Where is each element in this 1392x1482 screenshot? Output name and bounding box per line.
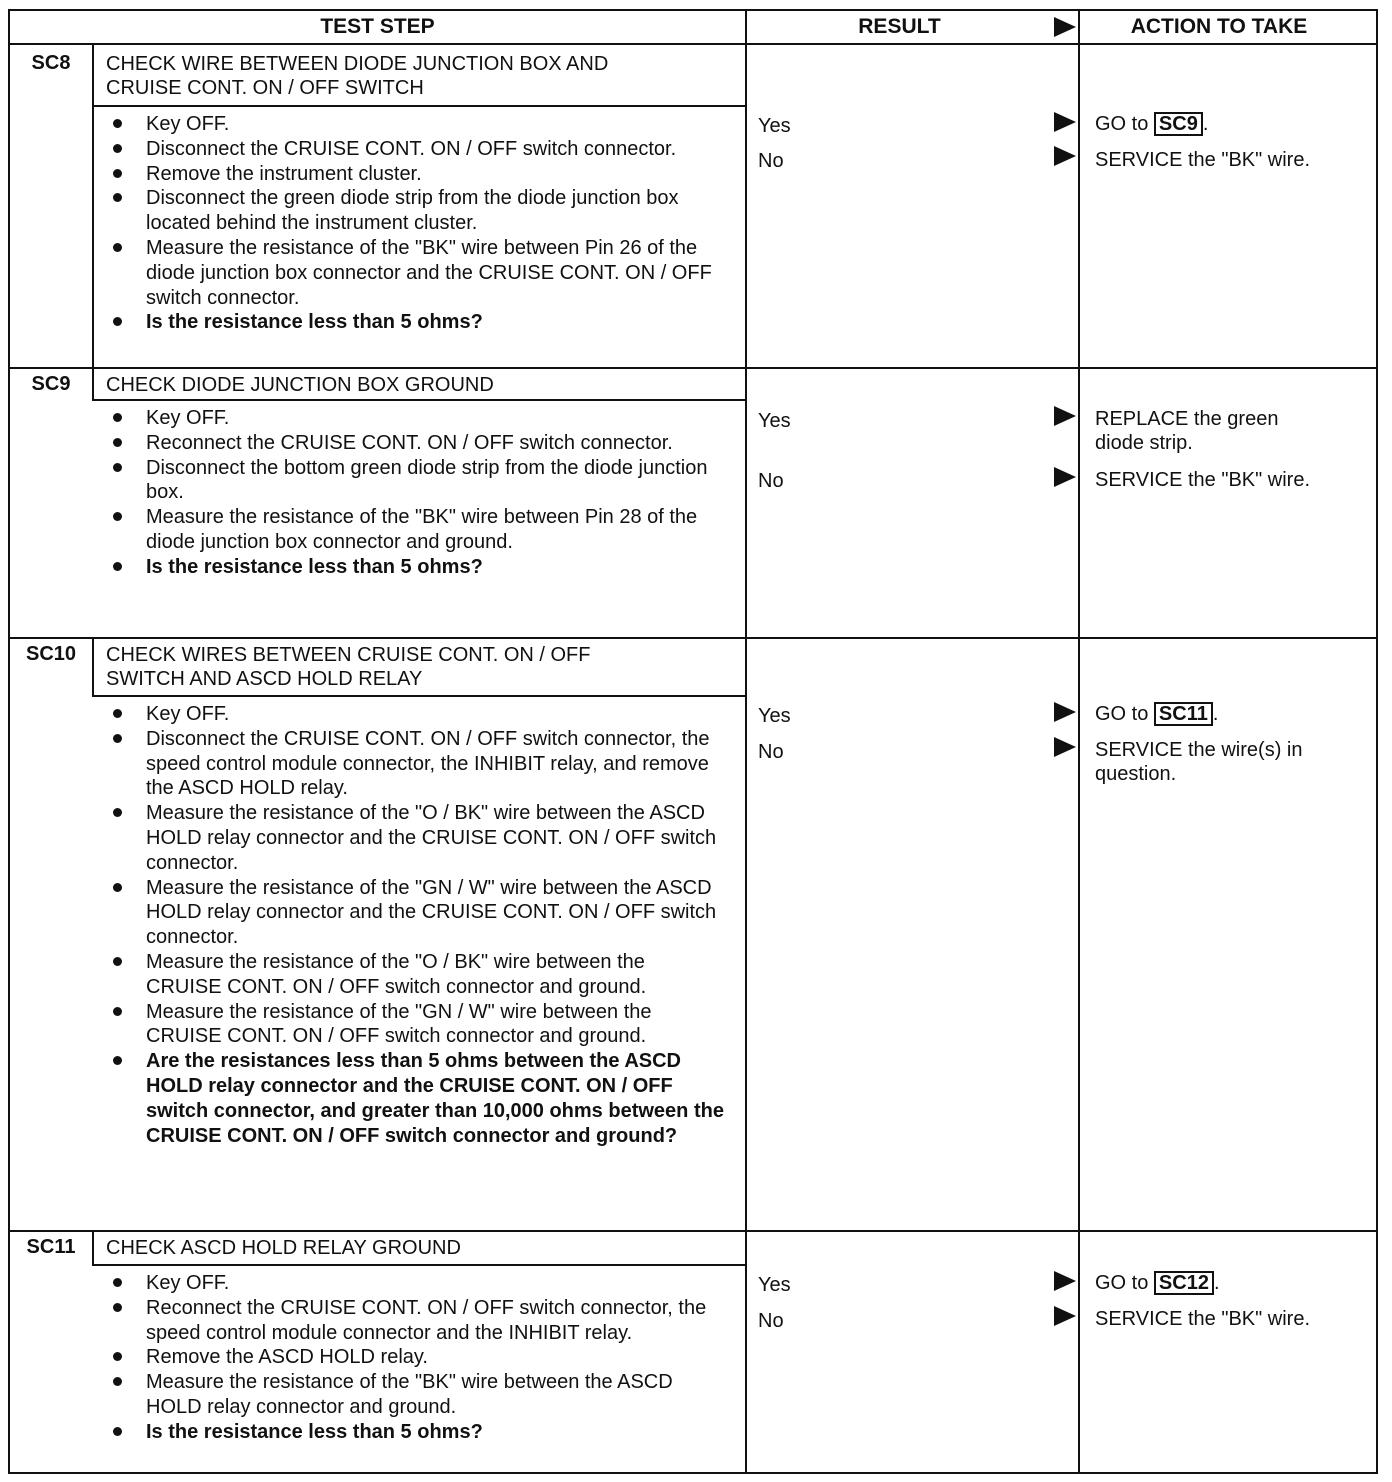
result-yes: Yes — [758, 1274, 791, 1296]
step-question: Are the resistances less than 5 ohms between the ASCD HOLD relay connector and the CRUISE CONT. ON / OFF switch connector, and greater than 10,000 ohms between the CRUISE CONT. ON / OFF switch connector and ground? — [106, 1049, 726, 1148]
title-rule — [92, 1264, 746, 1266]
divider-code-col — [92, 1232, 94, 1264]
list-item: Measure the resistance of the "GN / W" wire between the ASCD HOLD relay connector and the CRUISE CONT. ON / OFF switch connector. — [106, 876, 726, 950]
arrow-icon — [1054, 737, 1076, 757]
list-item: Disconnect the CRUISE CONT. ON / OFF switch connector, the speed control module connector, the INHIBIT relay, and remove the ASCD HOLD relay. — [106, 727, 726, 801]
arrow-icon — [1054, 702, 1076, 722]
list-item: Key OFF. — [106, 406, 726, 431]
action-no: SERVICE the "BK" wire. — [1095, 1308, 1311, 1330]
action-yes: GO to SC9 . — [1095, 113, 1209, 135]
step-title: CHECK ASCD HOLD RELAY GROUND — [106, 1237, 461, 1259]
row-rule — [10, 1230, 1376, 1232]
result-no: No — [758, 470, 784, 492]
list-item: Remove the instrument cluster. — [106, 162, 726, 187]
title-rule — [92, 105, 746, 107]
list-item: Measure the resistance of the "O / BK" wire between the CRUISE CONT. ON / OFF switch connector and ground. — [106, 950, 726, 1000]
list-item: Measure the resistance of the "BK" wire between Pin 28 of the diode junction box connector and ground. — [106, 505, 726, 555]
action-yes: GO to SC12 . — [1095, 1272, 1220, 1294]
list-item: Disconnect the bottom green diode strip from the diode junction box. — [106, 456, 726, 506]
step-instructions — [106, 702, 726, 1148]
header-test-step: TEST STEP — [320, 15, 435, 38]
step-code: SC10 — [25, 643, 77, 665]
step-instructions — [106, 112, 726, 335]
action-yes: GO to SC11 . — [1095, 703, 1219, 725]
diagnostic-table — [8, 9, 1378, 1474]
arrow-icon — [1054, 1306, 1076, 1326]
row-rule — [10, 637, 1376, 639]
step-reference: SC11 — [1154, 702, 1213, 726]
arrow-icon — [1054, 467, 1076, 487]
step-reference: SC12 — [1154, 1271, 1214, 1295]
step-title: CHECK WIRE BETWEEN DIODE JUNCTION BOX AND CRUISE CONT. ON / OFF SWITCH — [106, 53, 609, 99]
list-item: Measure the resistance of the "BK" wire between the ASCD HOLD relay connector and ground. — [106, 1370, 726, 1420]
action-no: SERVICE the "BK" wire. — [1095, 469, 1311, 491]
list-item: Disconnect the CRUISE CONT. ON / OFF switch connector. — [106, 137, 726, 162]
result-yes: Yes — [758, 115, 791, 137]
list-item: Key OFF. — [106, 112, 726, 137]
list-item: Remove the ASCD HOLD relay. — [106, 1345, 726, 1370]
action-no: SERVICE the "BK" wire. — [1095, 149, 1311, 171]
list-item: Reconnect the CRUISE CONT. ON / OFF switch connector. — [106, 431, 726, 456]
arrow-icon — [1054, 1271, 1076, 1291]
list-item: Key OFF. — [106, 702, 726, 727]
list-item: Disconnect the green diode strip from the diode junction box located behind the instrument cluster. — [106, 186, 726, 236]
step-question: Is the resistance less than 5 ohms? — [106, 1420, 726, 1445]
header-action: ACTION TO TAKE — [1130, 15, 1308, 38]
step-code: SC11 — [26, 1236, 76, 1258]
header-rule — [10, 43, 1376, 45]
action-yes: REPLACE the green diode strip. — [1095, 408, 1279, 454]
result-yes: Yes — [758, 410, 791, 432]
divider-code-col — [92, 639, 94, 695]
action-no: SERVICE the wire(s) in question. — [1095, 739, 1303, 785]
list-item: Measure the resistance of the "BK" wire between Pin 26 of the diode junction box connector and the CRUISE CONT. ON / OFF switch connector. — [106, 236, 726, 310]
header-arrow-icon — [1054, 17, 1076, 37]
list-item: Measure the resistance of the "O / BK" wire between the ASCD HOLD relay connector and the CRUISE CONT. ON / OFF switch connector. — [106, 801, 726, 875]
divider-action-col — [1078, 11, 1080, 1474]
step-title: CHECK WIRES BETWEEN CRUISE CONT. ON / OFF SWITCH AND ASCD HOLD RELAY — [106, 644, 591, 690]
arrow-icon — [1054, 112, 1076, 132]
result-yes: Yes — [758, 705, 791, 727]
list-item: Key OFF. — [106, 1271, 726, 1296]
result-no: No — [758, 150, 784, 172]
result-no: No — [758, 1310, 784, 1332]
header-result: RESULT — [858, 15, 941, 38]
title-rule — [92, 399, 746, 401]
title-rule — [92, 695, 746, 697]
step-instructions — [106, 1271, 726, 1445]
step-instructions — [106, 406, 726, 580]
step-code: SC8 — [31, 52, 71, 74]
list-item: Measure the resistance of the "GN / W" wire between the CRUISE CONT. ON / OFF switch connector and ground. — [106, 1000, 726, 1050]
row-rule — [10, 367, 1376, 369]
step-reference: SC9 — [1154, 112, 1203, 136]
divider-code-col — [92, 369, 94, 399]
divider-result-col — [745, 11, 747, 1474]
step-code: SC9 — [31, 373, 71, 395]
list-item: Reconnect the CRUISE CONT. ON / OFF switch connector, the speed control module connector and the INHIBIT relay. — [106, 1296, 726, 1346]
step-question: Is the resistance less than 5 ohms? — [106, 555, 726, 580]
result-no: No — [758, 741, 784, 763]
step-title: CHECK DIODE JUNCTION BOX GROUND — [106, 374, 494, 396]
divider-code-col — [92, 45, 94, 369]
arrow-icon — [1054, 406, 1076, 426]
step-question: Is the resistance less than 5 ohms? — [106, 310, 726, 335]
arrow-icon — [1054, 146, 1076, 166]
